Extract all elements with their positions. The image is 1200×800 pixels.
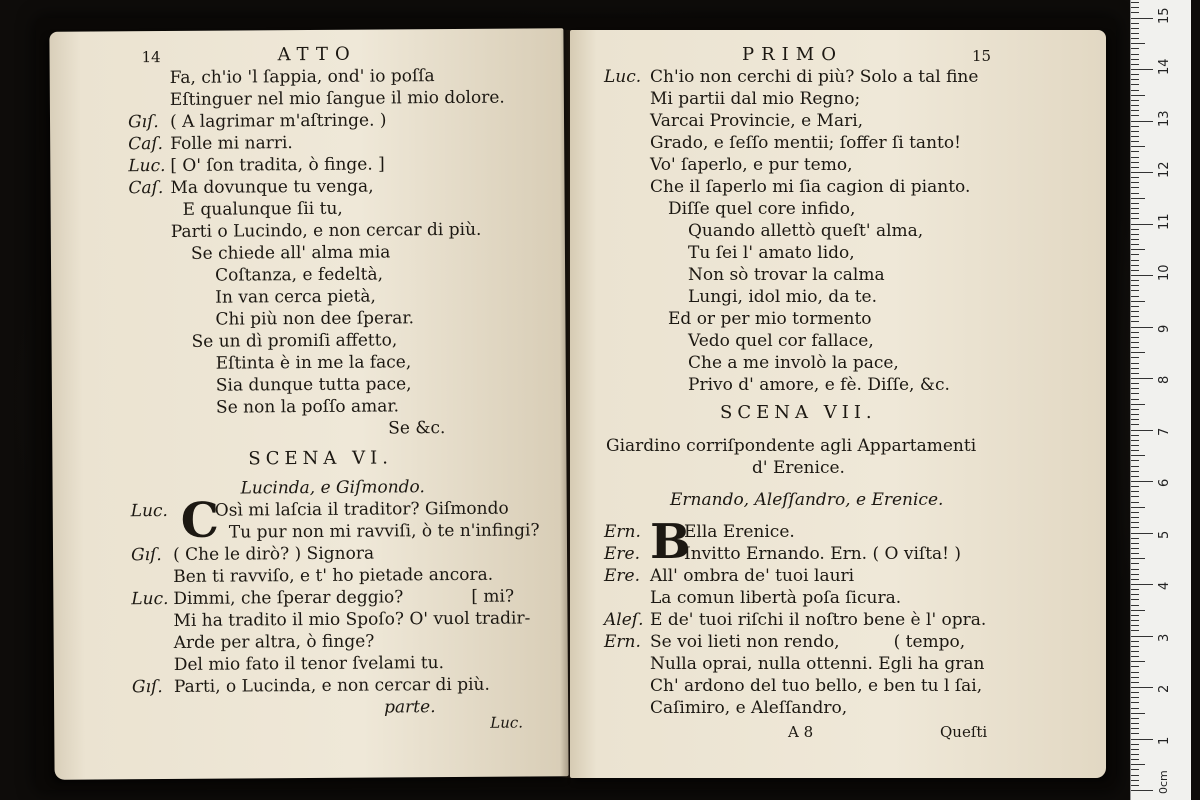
ruler-label: 2	[1157, 684, 1172, 693]
verse-line: Vo' ſaperlo, e pur temo,	[650, 155, 853, 175]
ruler-tick	[1131, 440, 1139, 441]
ruler-tick	[1131, 702, 1139, 703]
ruler-tick	[1131, 450, 1139, 451]
ruler-label: 10	[1157, 264, 1172, 281]
drop-capital: C	[180, 492, 220, 549]
overflow-note: [ mi?	[471, 586, 515, 607]
verse-line: Fa, ch'io 'l ſappia, ond' io poſſa	[169, 66, 435, 88]
running-head: ATTO	[277, 43, 357, 66]
ruler-tick	[1131, 486, 1139, 487]
ruler-tick	[1131, 131, 1139, 132]
ruler-tick	[1131, 162, 1139, 163]
ruler-label: 11	[1157, 212, 1172, 230]
ruler-tick	[1131, 718, 1139, 719]
aria-line: Che a me involò la pace,	[688, 353, 899, 373]
speaker: Ere.	[604, 544, 641, 564]
ruler-tick	[1131, 713, 1145, 714]
aria-line: Non sò trovar la calma	[688, 265, 885, 285]
ruler-tick	[1131, 697, 1139, 698]
right-page	[570, 30, 1106, 778]
verse-line: Che il ſaperlo mi ſia cagion di pianto.	[650, 177, 971, 197]
ruler-tick	[1131, 594, 1139, 595]
ruler-tick	[1131, 605, 1139, 606]
ruler-tick	[1131, 121, 1153, 122]
page-number: 15	[972, 47, 992, 65]
aria-line: Vedo quel cor fallace,	[688, 331, 874, 351]
ruler-tick	[1131, 234, 1139, 235]
ruler-tick	[1131, 522, 1139, 523]
ruler-tick	[1131, 332, 1139, 333]
ruler-tick	[1131, 769, 1139, 770]
aria-line: Se un dì promiſi affetto,	[191, 330, 398, 352]
ruler-tick	[1131, 563, 1139, 564]
ruler-label: 9	[1157, 324, 1172, 333]
ruler-label: 15	[1157, 6, 1172, 24]
ruler-tick	[1131, 54, 1139, 55]
ruler-tick	[1131, 316, 1139, 317]
ruler-tick	[1131, 38, 1139, 39]
ruler-tick	[1131, 775, 1139, 776]
ruler-tick	[1131, 115, 1139, 116]
ruler-tick	[1131, 558, 1145, 559]
speaker: Ern.	[604, 522, 641, 542]
ruler-tick	[1131, 327, 1153, 328]
speaker: Luc.	[131, 588, 169, 610]
ruler-tick	[1131, 224, 1153, 225]
signature-mark: A 8	[788, 723, 814, 741]
ruler-tick	[1131, 409, 1139, 410]
aria-line: Eſtinta è in me la face,	[215, 352, 412, 374]
ruler-tick	[1131, 383, 1139, 384]
ruler-tick	[1131, 574, 1139, 575]
ruler-tick	[1131, 661, 1145, 662]
ruler-tick	[1131, 625, 1139, 626]
ruler-tick	[1131, 342, 1139, 343]
scene-characters: Ernando, Aleſſandro, e Erenice.	[670, 490, 944, 510]
speaker: Caſ.	[128, 134, 164, 155]
dialogue-line: Mi ha tradito il mio Spoſo? O' vuol tradir-	[173, 608, 531, 631]
ruler-tick	[1131, 460, 1139, 461]
ruler-label: 4	[1157, 581, 1172, 590]
ruler-tick	[1131, 785, 1139, 786]
left-page	[49, 28, 568, 780]
scene-characters: Lucinda, e Giſmondo.	[240, 477, 425, 499]
ruler-tick	[1131, 579, 1139, 580]
ruler-tick	[1131, 615, 1139, 616]
ruler-label: 12	[1157, 161, 1172, 178]
verse-line: Ch'io non cerchi di più? Solo a tal fine	[650, 67, 979, 87]
dialogue-line: Ch' ardono del tuo bello, e ben tu l ſai,	[650, 676, 983, 696]
speaker: Caſ.	[128, 178, 164, 199]
ruler-tick	[1131, 404, 1145, 405]
dialogue-line: Caſimiro, e Aleſſandro,	[650, 698, 848, 718]
aria-line: Quando allettò queſt' alma,	[688, 221, 924, 241]
dialogue-line: Se voi lieti non rendo, ( tempo,	[650, 632, 966, 652]
ruler-tick	[1131, 455, 1145, 456]
dialogue-line: Arde per altra, ò finge?	[173, 631, 375, 653]
aria-line: Se non la poſſo amar.	[215, 396, 400, 418]
ruler-tick	[1131, 59, 1139, 60]
aria-line: Coſtanza, e fedeltà,	[215, 264, 384, 286]
ruler-tick	[1131, 43, 1145, 44]
ruler-tick	[1131, 187, 1139, 188]
ruler-tick	[1131, 569, 1139, 570]
ruler-tick	[1131, 74, 1139, 75]
aria-line: Se chiede all' alma mia	[190, 242, 391, 264]
speaker: Ere.	[604, 566, 641, 586]
verse-line: ( A lagrimar m'aſtringe. )	[169, 110, 387, 132]
ruler-tick	[1131, 476, 1139, 477]
ruler-tick	[1131, 290, 1139, 291]
dialogue-line: All' ombra de' tuoi lauri	[650, 566, 855, 586]
ruler-tick	[1131, 373, 1139, 374]
ruler-tick	[1131, 543, 1139, 544]
ruler-tick	[1131, 208, 1139, 209]
ruler-tick	[1131, 203, 1139, 204]
ruler-tick	[1131, 12, 1139, 13]
ruler-tick	[1131, 265, 1139, 266]
ruler-tick	[1131, 471, 1139, 472]
ruler-tick	[1131, 260, 1139, 261]
ruler-tick	[1131, 502, 1139, 503]
speaker: Gıſ.	[131, 677, 163, 698]
ruler-tick	[1131, 759, 1139, 760]
ruler-tick	[1131, 419, 1139, 420]
speaker: Ern.	[604, 632, 641, 652]
dialogue-line: Parti, o Lucinda, e non cercar di più.	[173, 674, 490, 697]
ruler-tick	[1131, 141, 1139, 142]
ruler-tick	[1131, 496, 1139, 497]
ruler-tick	[1131, 105, 1139, 106]
ruler-tick	[1131, 157, 1139, 158]
ruler-tick	[1131, 18, 1153, 19]
ruler-tick	[1131, 213, 1139, 214]
dialogue-line: Ben ti ravviſo, e t' ho pietade ancora.	[173, 564, 494, 587]
ruler-label: 6	[1157, 478, 1172, 487]
ruler-tick	[1131, 430, 1153, 431]
ruler-tick	[1131, 538, 1139, 539]
da-capo: Se &c.	[388, 418, 446, 439]
ruler-tick	[1131, 90, 1139, 91]
ruler-tick	[1131, 393, 1139, 394]
ruler-tick	[1131, 584, 1153, 585]
ruler-tick	[1131, 368, 1139, 369]
dialogue-line: Dimmi, che ſperar deggio?	[173, 587, 404, 609]
ruler-tick	[1131, 754, 1139, 755]
scene-setting: d' Erenice.	[752, 458, 845, 478]
verse-line: Ma dovunque tu venga,	[170, 176, 374, 198]
ruler-tick	[1131, 296, 1139, 297]
ruler-tick	[1131, 466, 1139, 467]
aria-line: Tu ſei l' amato lido,	[688, 243, 855, 263]
scene-title: SCENA VII.	[720, 402, 877, 423]
dialogue-line: E de' tuoi riſchi il noſtro bene è l' opra.	[650, 610, 987, 630]
dialogue-line: Invitto Ernando. Ern. ( O viſta! )	[684, 544, 962, 564]
verse-line: [ O' ſon tradita, ò finge. ]	[170, 154, 385, 176]
scene-setting: Giardino corriſpondente agli Appartamenti	[606, 436, 977, 456]
ruler-tick	[1131, 687, 1153, 688]
ruler-tick	[1131, 620, 1139, 621]
ruler-tick	[1131, 682, 1139, 683]
aria-line: Diſſe quel core infido,	[668, 199, 856, 219]
ruler-tick	[1131, 630, 1139, 631]
ruler-tick	[1131, 270, 1139, 271]
ruler-tick	[1131, 126, 1139, 127]
ruler-tick	[1131, 636, 1153, 637]
ruler-tick	[1131, 445, 1139, 446]
ruler-tick	[1131, 589, 1139, 590]
ruler-tick	[1131, 301, 1145, 302]
speaker: Gıſ.	[127, 112, 159, 133]
ruler-tick	[1131, 306, 1139, 307]
drop-capital: B	[650, 514, 691, 570]
aria-line: Sia dunque tutta pace,	[215, 374, 412, 396]
dialogue-line: ( Che le dirò? ) Signora	[172, 543, 375, 565]
dialogue-line: Osì mi laſcia il traditor? Giſmondo	[214, 498, 509, 521]
ruler-tick	[1131, 646, 1139, 647]
aria-line: Privo d' amore, e fè. Diſſe, &c.	[688, 375, 950, 395]
ruler-tick	[1131, 764, 1145, 765]
ruler-tick	[1131, 146, 1145, 147]
ruler-tick	[1131, 280, 1139, 281]
ruler-tick	[1131, 84, 1139, 85]
ruler-tick	[1131, 172, 1153, 173]
aria-line: In van cerca pietà,	[215, 286, 377, 308]
speaker: Luc.	[130, 500, 168, 522]
verse-line: E qualunque ſii tu,	[182, 198, 343, 220]
ruler-tick	[1131, 177, 1139, 178]
ruler-tick	[1131, 198, 1145, 199]
ruler-label: 13	[1157, 109, 1172, 127]
page-number: 14	[141, 48, 161, 67]
speaker: Luc.	[128, 155, 166, 177]
ruler-tick	[1131, 239, 1139, 240]
ruler-tick	[1131, 311, 1139, 312]
ruler-tick	[1131, 33, 1139, 34]
ruler-tick	[1131, 100, 1139, 101]
catchword: Queſti	[940, 723, 988, 741]
dialogue-line: Nulla oprai, nulla ottenni. Egli ha gran	[650, 654, 985, 674]
ruler-tick	[1131, 553, 1139, 554]
ruler-tick	[1131, 744, 1139, 745]
ruler-tick	[1131, 723, 1139, 724]
speaker: Gıſ.	[130, 545, 162, 566]
ruler-tick	[1131, 692, 1139, 693]
ruler-tick	[1131, 136, 1139, 137]
ruler-tick	[1131, 167, 1139, 168]
verse-line: Grado, e ſeſſo mentii; ſoffer ſi tanto!	[650, 133, 961, 153]
ruler-tick	[1131, 218, 1139, 219]
ruler-tick	[1131, 512, 1139, 513]
ruler-tick	[1131, 28, 1139, 29]
running-head: PRIMO	[742, 44, 843, 65]
verse-line: Parti o Lucindo, e non cercar di più.	[170, 219, 482, 242]
ruler-tick	[1131, 357, 1139, 358]
ruler-tick	[1131, 414, 1139, 415]
ruler-tick	[1131, 728, 1139, 729]
ruler-tick	[1131, 378, 1153, 379]
dialogue-line: La comun libertà poſa ſicura.	[650, 588, 902, 608]
ruler-tick	[1131, 733, 1139, 734]
right-page-text	[570, 30, 1106, 778]
ruler-tick	[1131, 424, 1139, 425]
ruler-tick	[1131, 749, 1139, 750]
ruler-tick	[1131, 95, 1145, 96]
exit-direction: parte.	[384, 697, 436, 718]
ruler-tick	[1131, 347, 1139, 348]
ruler-tick	[1131, 69, 1153, 70]
ruler-tick	[1131, 677, 1139, 678]
ruler-tick	[1131, 435, 1139, 436]
verse-line: Mi partii dal mio Regno;	[650, 89, 861, 109]
ruler-tick	[1131, 533, 1153, 534]
ruler-tick	[1131, 151, 1139, 152]
ruler-tick	[1131, 229, 1139, 230]
ruler-tick	[1131, 110, 1139, 111]
ruler-tick	[1131, 23, 1139, 24]
ruler-tick	[1131, 254, 1139, 255]
ruler-tick	[1131, 651, 1139, 652]
ruler-tick	[1131, 337, 1139, 338]
ruler-tick	[1131, 491, 1139, 492]
aria-line: Ed or per mio tormento	[668, 309, 872, 329]
ruler-tick	[1131, 363, 1139, 364]
measuring-ruler	[1130, 0, 1191, 800]
ruler-tick	[1131, 507, 1145, 508]
ruler-tick	[1131, 285, 1139, 286]
ruler-tick	[1131, 481, 1153, 482]
dialogue-line: Tu pur non mi ravviſi, ò te n'infingi?	[228, 520, 540, 543]
ruler-tick	[1131, 641, 1139, 642]
ruler-tick	[1131, 399, 1139, 400]
speaker: Aleſ.	[604, 610, 644, 630]
ruler-tick	[1131, 388, 1139, 389]
ruler-tick	[1131, 249, 1145, 250]
ruler-label: 8	[1157, 375, 1172, 384]
ruler-tick	[1131, 193, 1139, 194]
ruler-tick	[1131, 599, 1139, 600]
ruler-tick	[1131, 527, 1139, 528]
ruler-tick	[1131, 790, 1153, 791]
ruler-label: 7	[1157, 427, 1172, 436]
ruler-label: 5	[1157, 530, 1172, 539]
ruler-label: 1	[1157, 736, 1172, 745]
catchword: Luc.	[490, 713, 524, 732]
aria-line: Lungi, idol mio, da te.	[688, 287, 878, 307]
ruler-tick	[1131, 666, 1139, 667]
ruler-tick	[1131, 352, 1145, 353]
dialogue-line: Del mio fato il tenor ſvelami tu.	[173, 653, 445, 675]
ruler-tick	[1131, 548, 1139, 549]
ruler-tick	[1131, 672, 1139, 673]
scene-title: SCENA VI.	[248, 447, 393, 470]
ruler-label: 14	[1157, 58, 1172, 75]
ruler-tick	[1131, 739, 1153, 740]
aria-line: Chi più non dee ſperar.	[215, 308, 415, 330]
ruler-label: 3	[1157, 633, 1172, 642]
ruler-tick	[1131, 2, 1139, 3]
ruler-tick	[1131, 64, 1139, 65]
ruler-tick	[1131, 79, 1139, 80]
speaker: Luc.	[604, 67, 642, 87]
left-page-text	[49, 28, 568, 780]
verse-line: Varcai Provincie, e Mari,	[650, 111, 864, 131]
ruler-tick	[1131, 610, 1145, 611]
ruler-tick	[1131, 7, 1139, 8]
ruler-tick	[1131, 517, 1139, 518]
ruler-tick	[1131, 321, 1139, 322]
ruler-tick	[1131, 656, 1139, 657]
ruler-tick	[1131, 182, 1139, 183]
ruler-label: 0cm	[1157, 770, 1170, 794]
ruler-tick	[1131, 275, 1153, 276]
ruler-tick	[1131, 708, 1139, 709]
dialogue-line: Ella Erenice.	[684, 522, 795, 542]
ruler-tick	[1131, 780, 1139, 781]
ruler-tick	[1131, 244, 1139, 245]
verse-line: Folle mi narri.	[170, 133, 293, 154]
verse-line: Eſtinguer nel mio ſangue il mio dolore.	[169, 87, 505, 110]
ruler-tick	[1131, 48, 1139, 49]
